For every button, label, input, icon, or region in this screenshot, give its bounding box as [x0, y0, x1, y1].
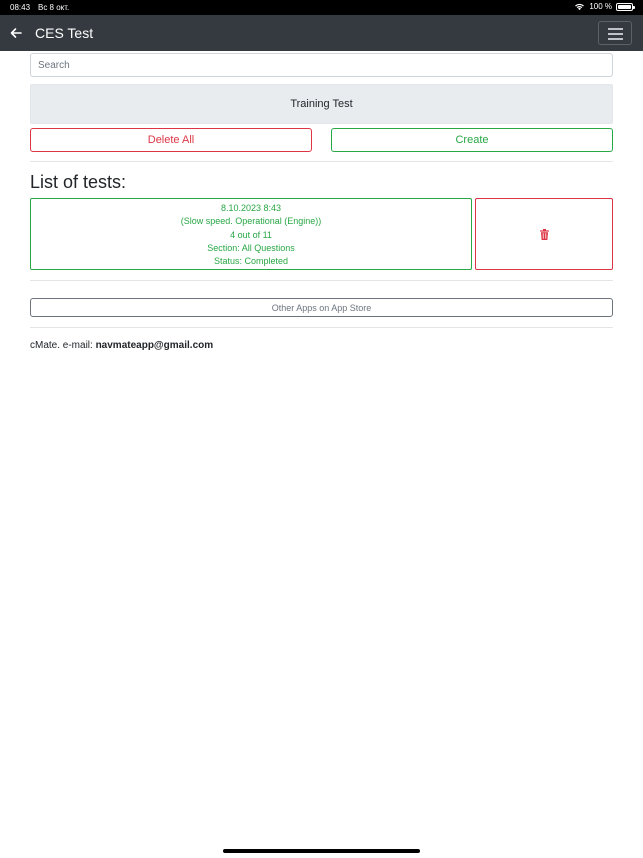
- page-title: CES Test: [35, 25, 94, 41]
- battery-percent: 100 %: [589, 2, 612, 11]
- status-date: Вс 8 окт.: [38, 3, 70, 12]
- list-title: List of tests:: [30, 172, 127, 192]
- other-apps-button[interactable]: Other Apps on App Store: [30, 298, 613, 317]
- divider: [30, 280, 613, 281]
- delete-all-button[interactable]: Delete All: [30, 128, 312, 152]
- status-bar: [0, 0, 643, 15]
- create-button[interactable]: Create: [331, 128, 613, 152]
- status-indicators: [574, 2, 633, 11]
- search-input[interactable]: [30, 53, 613, 77]
- wifi-icon: [574, 2, 585, 11]
- delete-test-button[interactable]: [475, 198, 613, 270]
- test-name: (Slow speed. Operational (Engine)): [180, 216, 322, 227]
- trash-icon: [540, 229, 549, 240]
- hamburger-menu-icon: [608, 28, 623, 30]
- battery-icon: [616, 3, 633, 11]
- back-arrow-icon[interactable]: [8, 25, 24, 41]
- test-status: Status: Completed: [213, 256, 289, 267]
- test-score: 4 out of 11: [230, 229, 272, 240]
- status-time: 08:43: [10, 3, 31, 12]
- test-section: Section: All Questions: [207, 242, 295, 253]
- hamburger-menu-button[interactable]: [598, 21, 632, 45]
- navbar: [0, 15, 643, 51]
- divider: [30, 327, 613, 328]
- footer-prefix: cMate. e-mail:: [30, 340, 93, 351]
- home-indicator: [223, 849, 420, 853]
- divider: [30, 161, 613, 162]
- test-date: 8.10.2023 8:43: [220, 203, 282, 213]
- footer-email[interactable]: navmateapp@gmail.com: [95, 340, 214, 351]
- footer-contact: [30, 340, 213, 351]
- training-test-button[interactable]: Training Test: [30, 84, 613, 124]
- test-card[interactable]: [30, 198, 472, 270]
